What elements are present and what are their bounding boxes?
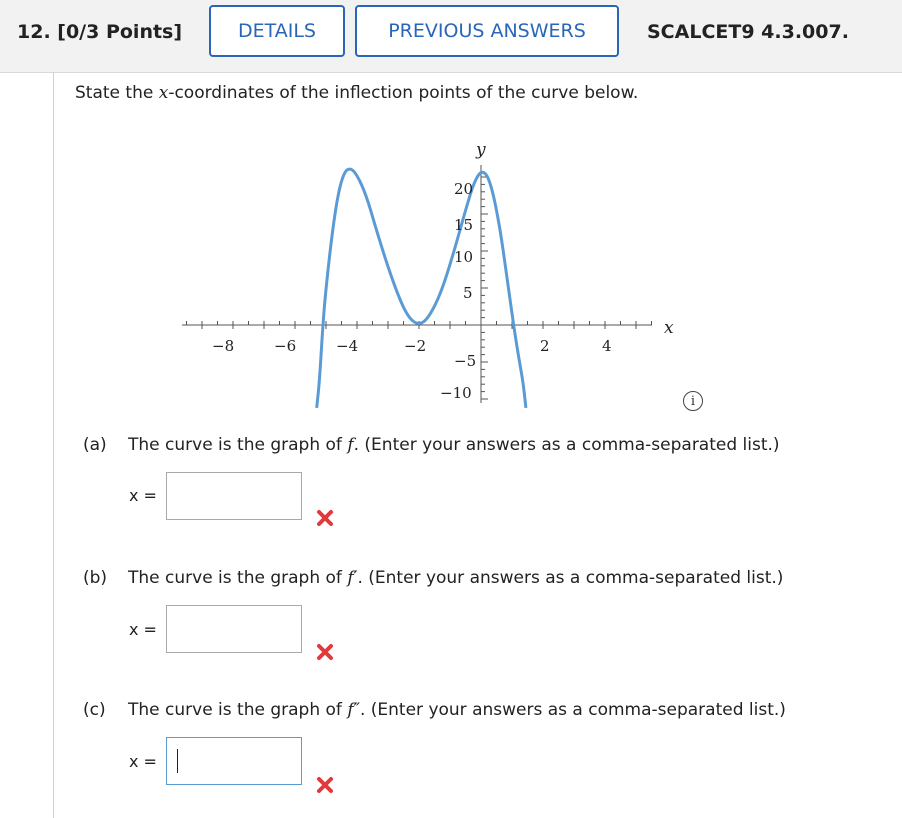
info-icon[interactable]: i — [683, 391, 703, 411]
y-tick-label: −5 — [454, 352, 477, 370]
text-cursor — [177, 749, 178, 773]
incorrect-icon — [315, 508, 335, 528]
x-tick-label: −4 — [336, 337, 359, 355]
y-tick-label: 20 — [454, 180, 474, 198]
y-tick-label: 10 — [454, 248, 474, 266]
part-c-x-label: x = — [129, 752, 157, 771]
y-axis — [481, 165, 488, 403]
prompt-variable: x — [158, 83, 169, 103]
part-b-answer-input[interactable] — [166, 605, 302, 653]
part-c-question: (c) The curve is the graph of f″. (Enter your answers as a comma-separated list.) — [83, 700, 786, 720]
part-c-answer-input[interactable] — [166, 737, 302, 785]
curve — [317, 169, 526, 408]
x-tick-label: −8 — [212, 337, 235, 355]
part-b-x-label: x = — [129, 620, 157, 639]
y-tick-label: 5 — [463, 284, 473, 302]
part-a-question: (a) The curve is the graph of f. (Enter your answers as a comma-separated list.) — [83, 435, 780, 455]
x-tick-label: −2 — [404, 337, 427, 355]
left-divider — [53, 72, 54, 818]
part-a-x-label: x = — [129, 486, 157, 505]
part-a-answer-input[interactable] — [166, 472, 302, 520]
y-axis-label: y — [476, 140, 486, 160]
y-tick-label: 15 — [454, 216, 474, 234]
incorrect-icon — [315, 775, 335, 795]
incorrect-icon — [315, 642, 335, 662]
x-axis-label: x — [664, 318, 674, 338]
problem-code: SCALCET9 4.3.007. — [647, 21, 849, 43]
previous-answers-button[interactable]: PREVIOUS ANSWERS — [355, 5, 619, 57]
question-header — [0, 0, 902, 73]
curve-graph — [170, 135, 700, 410]
x-tick-label: −6 — [274, 337, 297, 355]
details-button[interactable]: DETAILS — [209, 5, 345, 57]
y-tick-label: −10 — [440, 384, 472, 402]
x-tick-label: 4 — [602, 337, 612, 355]
question-prompt: State the x-coordinates of the inflection points of the curve below. — [75, 83, 639, 103]
part-b-question: (b) The curve is the graph of f′. (Enter your answers as a comma-separated list.) — [83, 568, 784, 588]
question-number: 12. [0/3 Points] — [17, 21, 183, 43]
x-tick-label: 2 — [540, 337, 550, 355]
